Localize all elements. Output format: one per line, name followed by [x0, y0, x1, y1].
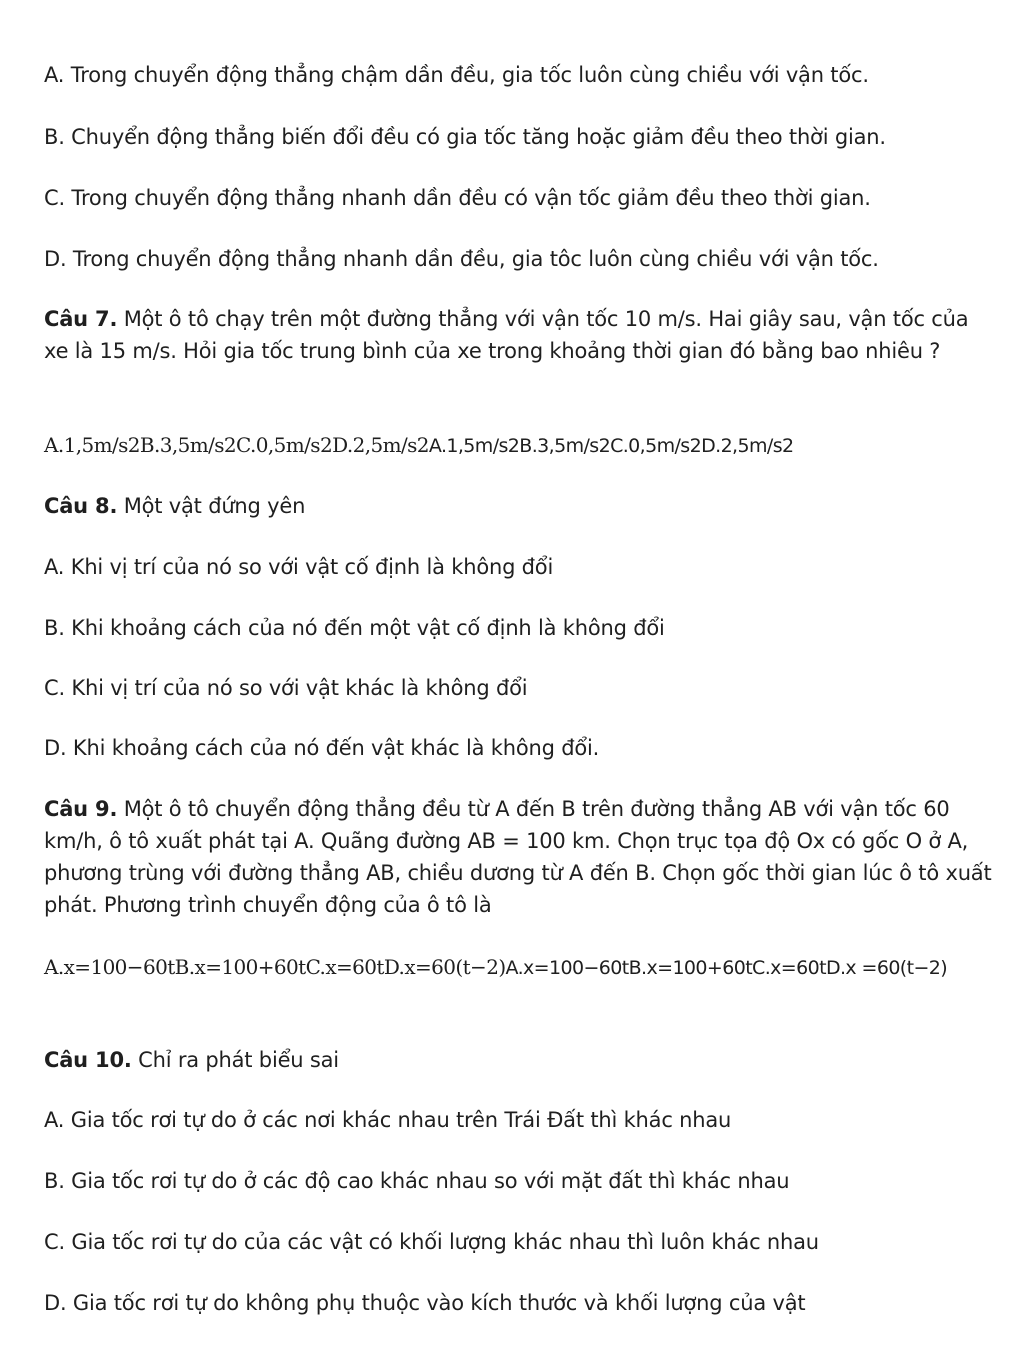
question-7: [44, 303, 994, 367]
question-9-text: Một ô tô chuyển động thẳng đều từ A đến B trên đường thẳng AB với vận tốc 60 km/h, ô tô xuất phát tại A. Quãng đường AB = 100 km. Chọn trục tọa độ Ox có gốc O ở A, phương trùng với đường thẳng AB, chiều dương từ A đến B. Chọn gốc thời gian lúc ô tô xuất phát. Phương trình chuyển động của ô tô là: [44, 797, 992, 917]
question-9-options-serif: A.x=100−60tB.x=100+60tC.x=60tD.x=60(t−2): [44, 955, 506, 979]
question-10-option-d: D. Gia tốc rơi tự do không phụ thuộc vào kích thước và khối lượng của vật: [44, 1291, 806, 1315]
question-8-option-c: C. Khi vị trí của nó so với vật khác là không đổi: [44, 676, 528, 700]
q6-option-a: A. Trong chuyển động thẳng chậm dần đều, gia tốc luôn cùng chiều với vận tốc.: [44, 63, 869, 87]
question-7-options-sans: A.1,5m/s2B.3,5m/s2C.0,5m/s2D.2,5m/s2: [428, 435, 794, 457]
q6-option-b: B. Chuyển động thẳng biến đổi đều có gia tốc tăng hoặc giảm đều theo thời gian.: [44, 125, 886, 149]
question-7-label: Câu 7.: [44, 307, 118, 331]
question-10-option-a: A. Gia tốc rơi tự do ở các nơi khác nhau trên Trái Đất thì khác nhau: [44, 1108, 732, 1132]
question-10-option-b: B. Gia tốc rơi tự do ở các độ cao khác nhau so với mặt đất thì khác nhau: [44, 1169, 790, 1193]
question-10-option-c: C. Gia tốc rơi tự do của các vật có khối lượng khác nhau thì luôn khác nhau: [44, 1230, 819, 1254]
question-8: [44, 491, 305, 521]
q6-option-d: D. Trong chuyển động thẳng nhanh dần đều, gia tôc luôn cùng chiều với vận tốc.: [44, 247, 879, 271]
question-8-option-b: B. Khi khoảng cách của nó đến một vật cố định là không đổi: [44, 616, 665, 640]
question-8-label: Câu 8.: [44, 494, 118, 518]
question-10-label: Câu 10.: [44, 1048, 132, 1072]
question-8-option-d: D. Khi khoảng cách của nó đến vật khác là không đổi.: [44, 736, 600, 760]
question-10-text: Chỉ ra phát biểu sai: [131, 1048, 339, 1072]
question-9-options: [44, 951, 994, 985]
question-8-text: Một vật đứng yên: [117, 494, 306, 518]
question-7-text: Một ô tô chạy trên một đường thẳng với vận tốc 10 m/s. Hai giây sau, vận tốc của xe là 15 m/s. Hỏi gia tốc trung bình của xe trong khoảng thời gian đó bằng bao nhiêu ?: [44, 307, 969, 363]
question-9-options-sans: A.x=100−60tB.x=100+60tC.x=60tD.x =60(t−2): [505, 957, 948, 979]
question-7-options-serif: A.1,5m/s2B.3,5m/s2C.0,5m/s2D.2,5m/s2: [44, 433, 429, 457]
question-7-options: [44, 429, 994, 463]
question-10: [44, 1045, 339, 1075]
question-8-option-a: A. Khi vị trí của nó so với vật cố định là không đổi: [44, 555, 554, 579]
q6-option-c: C. Trong chuyển động thẳng nhanh dần đều có vận tốc giảm đều theo thời gian.: [44, 186, 871, 210]
question-9: [44, 793, 994, 921]
question-9-label: Câu 9.: [44, 797, 118, 821]
